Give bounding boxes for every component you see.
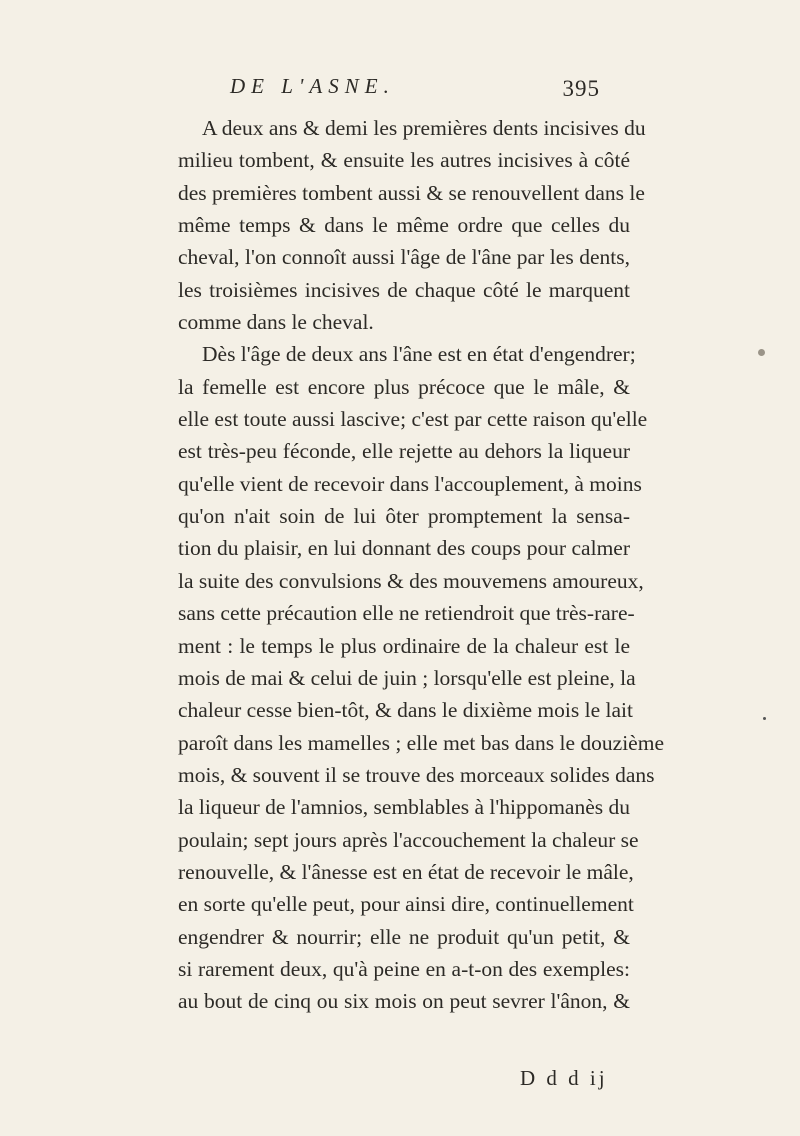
page-number: 395 [562, 76, 600, 101]
text-line: des premières tombent aussi & se renouvellent dans le [178, 180, 645, 205]
text-line: les troisièmes incisives de chaque côté le marquent [178, 277, 630, 302]
paragraph-1 [178, 112, 646, 338]
text-line: si rarement deux, qu'à peine en a-t-on des exemples: [178, 956, 630, 981]
text-line: au bout de cinq ou six mois on peut sevrer l'ânon, & [178, 989, 630, 1014]
text-line: sans cette précaution elle ne retiendroit que très-rare- [178, 601, 635, 626]
text-line: en sorte qu'elle peut, pour ainsi dire, continuellement [178, 892, 634, 917]
text-line: tion du plaisir, en lui donnant des coups pour calmer [178, 536, 630, 561]
text-line: renouvelle, & l'ânesse est en état de recevoir le mâle, [178, 859, 634, 884]
text-line: comme dans le cheval. [178, 310, 374, 335]
text-line: qu'elle vient de recevoir dans l'accouplement, à moins [178, 471, 642, 496]
text-line: ment : le temps le plus ordinaire de la chaleur est le [178, 633, 630, 658]
paper-speck [758, 349, 765, 356]
text-line: cheval, l'on connoît aussi l'âge de l'âne par les dents, [178, 245, 630, 270]
paper-dot [763, 717, 766, 720]
text-line: même temps & dans le même ordre que celles du [178, 213, 630, 238]
text-line: est très-peu féconde, elle rejette au dehors la liqueur [178, 439, 630, 464]
text-line: paroît dans les mamelles ; elle met bas dans le douzième [178, 730, 664, 755]
text-line: Dès l'âge de deux ans l'âne est en état d'engendrer; [202, 342, 636, 367]
text-line: milieu tombent, & ensuite les autres incisives à côté [178, 148, 630, 173]
text-line: la femelle est encore plus précoce que le mâle, & [178, 374, 630, 399]
running-title: DE L'ASNE. [230, 74, 395, 98]
body-text [178, 112, 664, 1018]
text-line: elle est toute aussi lascive; c'est par cette raison qu'elle [178, 407, 648, 432]
text-line: la liqueur de l'amnios, semblables à l'hippomanès du [178, 795, 630, 820]
text-line: qu'on n'ait soin de lui ôter promptement la sensa- [178, 504, 630, 529]
text-line: la suite des convulsions & des mouvemens amoureux, [178, 568, 644, 593]
text-line: poulain; sept jours après l'accouchement la chaleur se [178, 827, 639, 852]
text-line: mois de mai & celui de juin ; lorsqu'elle est pleine, la [178, 665, 636, 690]
running-head [230, 74, 600, 108]
text-line: mois, & souvent il se trouve des morceaux solides dans [178, 762, 655, 787]
text-line: engendrer & nourrir; elle ne produit qu'un petit, & [178, 924, 630, 949]
signature-mark: D d d ij [520, 1066, 608, 1090]
text-line: chaleur cesse bien-tôt, & dans le dixième mois le lait [178, 698, 633, 723]
paragraph-2 [178, 338, 664, 1017]
text-line: A deux ans & demi les premières dents incisives du [202, 116, 646, 140]
